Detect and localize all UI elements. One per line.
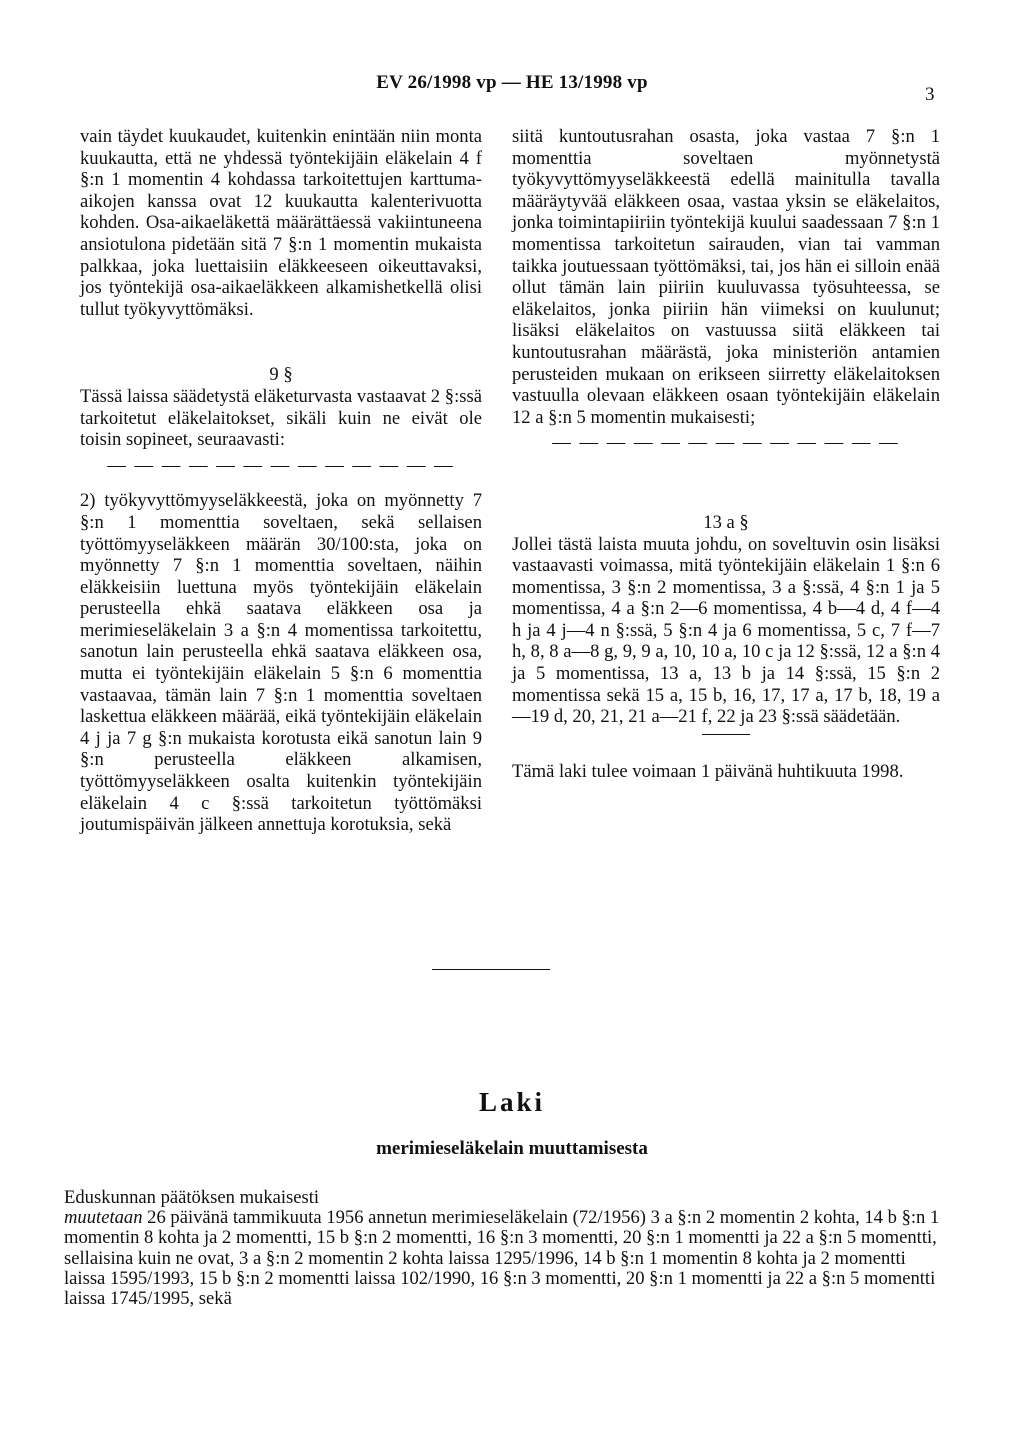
law-title: Laki xyxy=(478,1087,546,1117)
paragraph-right-3: Tämä laki tulee voimaan 1 päivänä huhtikuuta 1998. xyxy=(512,760,904,782)
section-heading-13a: 13 a § xyxy=(703,511,749,533)
preamble-amendment xyxy=(64,1208,944,1248)
spacer xyxy=(512,468,940,490)
omission-dashes xyxy=(512,432,940,454)
paragraph-left-1: vain täydet kuukaudet, kuitenkin enintään niin monta kuukautta, että ne yhdessä työntekijäin eläkelain 4 f §:n 1 momentin 4 kohdassa tarkoitettujen karttuma-aikojen kanssa ovat 12 kuukautta kalenterivuotta kohden. Osa-aikaeläkettä määrättäessä vakiintuneena ansiotulona pidetään sitä 7 §:n 1 momentin mukaista palkkaa, joka luettaisiin eläkkeeseen oikeuttavaksi, jos työntekijä osa-aikaeläkkeen alkamishetkellä olisi tullut työkyvyttömäksi. xyxy=(80,126,482,320)
paragraph-left-2: Tässä laissa säädetystä eläketurvasta vastaavat 2 §:ssä tarkoitetut eläkelaitokset, sikäli kuin ne eivät ole toisin sopineet, seuraavasti: xyxy=(80,385,482,451)
spacer xyxy=(512,490,940,512)
paragraph-right-1: siitä kuntoutusrahan osasta, joka vastaa 7 §:n 1 momenttia soveltaen myönnetystä työkyvyttömyyseläkkeestä edellä mainitulla tavalla määräytyvää eläkkeen osaa, vastaa yksin se eläkelaitos, jonka toimintapiiriin työntekijä kuului saadessaan 7 §:n 1 momentissa tarkoitetun sairauden, vian tai vamman taikka joutuessaan työttömäksi, tai, jos hän ei silloin enää ollut tämän lain piiriin kuuluvassa työsuhteessa, se eläkelaitos, jonka piiriin hän viimeksi on kuulunut; lisäksi eläkelaitos on vastuussa siitä eläkkeen tai kuntoutusrahan määrästä, joka ministeriön antamien perusteiden mukaan on erikseen siirretty eläkelaitoksen vastuulla olevaan eläkkeen osaan työntekijäin eläkelain 12 a §:n 5 momentin mukaisesti; xyxy=(512,126,940,428)
section-heading-9: 9 § xyxy=(269,364,293,386)
page-header xyxy=(0,66,1024,106)
page-number: 3 xyxy=(925,84,935,105)
preamble-line-1: Eduskunnan päätöksen mukaisesti xyxy=(64,1187,320,1208)
divider-rule xyxy=(432,969,550,970)
paragraph-left-3: 2) työkyvyttömyyseläkkeestä, joka on myönnetty 7 §:n 1 momenttia soveltaen, sekä sellaisen työttömyyseläkkeen määrän 30/100:sta, joka on myönnetty 7 §:n 1 momenttia soveltaen, näihin eläkkeisiin luettuna myös työntekijäin eläkelain perusteella ehkä saatava eläkkeen osa ja merimieseläkelain 3 a §:n 4 momentissa tarkoitettu, sanotun lain perusteella ehkä saatava eläkkeen osa, mutta ei työntekijäin eläkelain 5 §:n 6 momenttia vastaavaa, tämän lain 7 §:n 1 momenttia soveltaen laskettua eläkkeen määrää, eikä työntekijäin eläkelain 4 j ja 7 g §:n mukaista korotusta eikä sanotun lain 9 §:n perusteella eläkkeen alkamisen, työttömyyseläkkeen osalta kuitenkin työntekijäin eläkelain 4 c §:ssä tarkoitetun työttömäksi joutumispäivän jälkeen annettuja korotuksia, sekä xyxy=(80,490,482,836)
law-preamble xyxy=(64,1188,944,1309)
omission-dashes xyxy=(80,455,482,477)
law-subtitle: merimieseläkelain muuttamisesta xyxy=(376,1138,648,1159)
spacer xyxy=(80,320,482,364)
right-column xyxy=(512,126,940,782)
amendment-text: 26 päivänä tammikuuta 1956 annetun merimieseläkelain (72/1956) 3 a §:n 2 momentin 2 kohta, 14 b §:n 1 momentin 8 kohta ja 2 momentti, 15 b §:n 2 momentti, 16 §:n 3 momentti, 20 §:n 1 momentti ja 22 a §:n 5 momentti, xyxy=(64,1207,940,1249)
paragraph-right-2: Jollei tästä laista muuta johdu, on soveltuvin osin lisäksi vastaavasti voimassa, mitä työntekijäin eläkelain 1 §:n 6 momentissa, 3 §:n 2 momentissa, 3 a §:ssä, 4 §:n 1 ja 5 momentissa, 4 a §:n 2—6 momentissa, 4 b—4 d, 4 f—4 h ja 4 j—4 n §:ssä, 5 §:n 4 ja 6 momentissa, 5 c, 7 f—7 h, 8, 8 a—8 g, 9, 9 a, 10, 10 a, 10 c ja 12 §:ssä, 12 a §:n 4 ja 5 momentissa, 13 a, 13 b ja 14 §:ssä, 15 §:n 2 momentissa sekä 15 a, 15 b, 16, 17, 17 a, 17 b, 18, 19 a—19 d, 20, 21, 21 a—21 f, 22 ja 23 §:ssä säädetään. xyxy=(512,533,940,728)
amendment-keyword: muutetaan xyxy=(64,1207,143,1229)
section-end-rule xyxy=(702,734,750,735)
document-reference: EV 26/1998 vp — HE 13/1998 vp xyxy=(376,72,648,93)
preamble-line-3: sellaisina kuin ne ovat, 3 a §:n 2 momentin 2 kohta laissa 1295/1996, 14 b §:n 1 momentin 8 kohta ja 2 momentti laissa 1595/1993, 15 b §:n 2 momentti laissa 102/1990, 16 §:n 3 momentti, 20 §:n 1 momentti ja 22 a §:n 5 momentti laissa 1745/1995, sekä xyxy=(64,1247,936,1310)
left-column xyxy=(80,126,482,836)
